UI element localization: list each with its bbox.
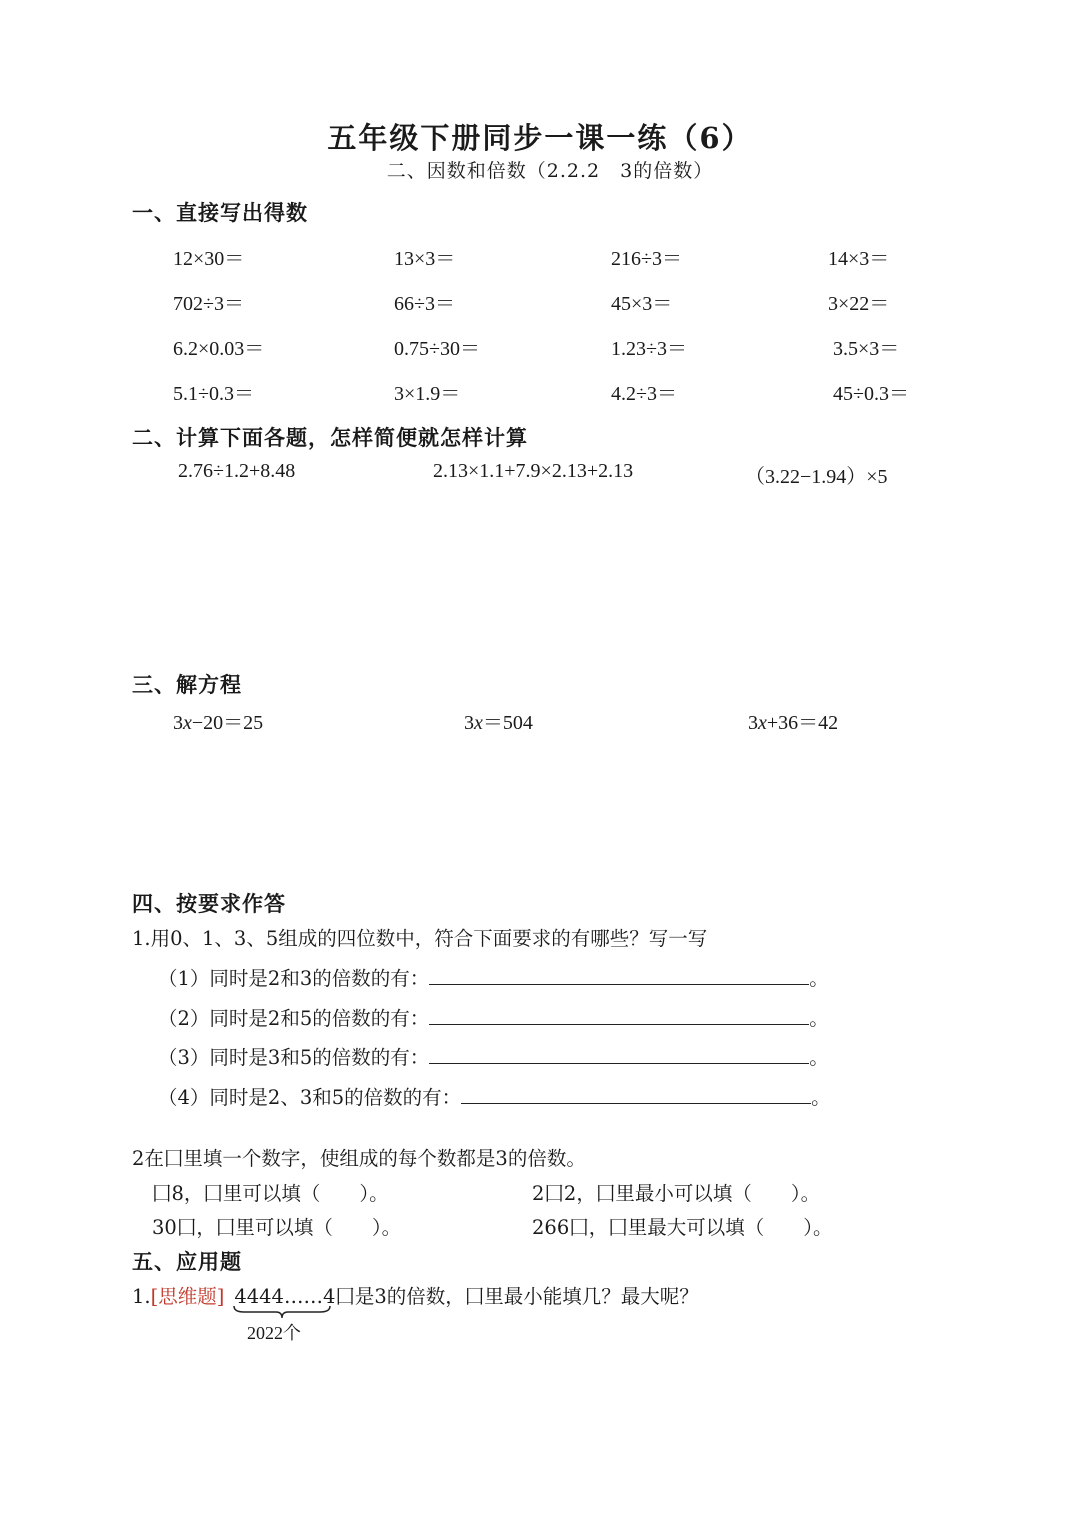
- calc-item: 702÷3＝: [173, 293, 244, 315]
- calc-expression: （3.22−1.94）×5: [745, 466, 888, 488]
- question-1-part: （3）同时是3和5的倍数的有： 。: [158, 1042, 829, 1070]
- calc-item: 0.75÷30＝: [394, 338, 480, 360]
- answer-blank[interactable]: [429, 1004, 809, 1025]
- question-2-part: 囗8，囗里可以填（ ）。: [152, 1182, 389, 1205]
- calc-item: 6.2×0.03＝: [173, 338, 265, 360]
- calc-item: 45÷0.3＝: [833, 383, 909, 405]
- calc-item: 5.1÷0.3＝: [173, 383, 254, 405]
- equation: 3x＝504: [464, 712, 533, 734]
- brace-label: 2022个: [247, 1323, 301, 1343]
- calc-item: 216÷3＝: [611, 248, 682, 270]
- calc-item: 14×3＝: [828, 248, 890, 270]
- calc-item: 66÷3＝: [394, 293, 455, 315]
- question-2: 2在囗里填一个数字，使组成的每个数都是3的倍数。: [132, 1147, 586, 1170]
- calc-item: 1.23÷3＝: [611, 338, 687, 360]
- calc-item: 3.5×3＝: [833, 338, 900, 360]
- repeated-digits: 4444……4: [234, 1285, 336, 1308]
- page-title: 五年级下册同步一课一练（6）: [327, 121, 753, 155]
- section2-heading: 二、计算下面各题，怎样简便就怎样计算: [132, 425, 528, 450]
- question-2-part: 30囗，囗里可以填（ ）。: [152, 1216, 402, 1239]
- answer-blank[interactable]: [429, 1043, 809, 1064]
- equation: 3x+36＝42: [748, 712, 839, 734]
- application-question-1: 1.[思维题] 4444……4囗是3的倍数，囗里最小能填几？最大呢？: [132, 1285, 699, 1308]
- answer-blank[interactable]: [429, 964, 809, 985]
- equation: 3x−20＝25: [173, 712, 264, 734]
- question-2-part: 2囗2，囗里最小可以填（ ）。: [532, 1182, 821, 1205]
- section1-heading: 一、直接写出得数: [132, 200, 308, 225]
- calc-item: 4.2÷3＝: [611, 383, 677, 405]
- question-1-part: （2）同时是2和5的倍数的有： 。: [158, 1003, 829, 1031]
- underbrace-icon: [232, 1304, 332, 1320]
- calc-item: 3×1.9＝: [394, 383, 461, 405]
- section5-heading: 五、应用题: [132, 1249, 242, 1274]
- answer-blank[interactable]: [461, 1083, 811, 1104]
- question-1-part: （4）同时是2、3和5的倍数的有： 。: [158, 1082, 831, 1110]
- section4-heading: 四、按要求作答: [132, 891, 286, 916]
- question-1: 1.用0、1、3、5组成的四位数中，符合下面要求的有哪些？写一写: [132, 927, 708, 950]
- calc-item: 3×22＝: [828, 293, 890, 315]
- calc-item: 45×3＝: [611, 293, 673, 315]
- thinking-tag: [思维题]: [150, 1285, 225, 1308]
- page-subtitle: 二、因数和倍数（2.2.2 3的倍数）: [386, 160, 714, 182]
- question-2-part: 266囗，囗里最大可以填（ ）。: [532, 1216, 833, 1239]
- section3-heading: 三、解方程: [132, 672, 242, 697]
- question-1-part: （1）同时是2和3的倍数的有： 。: [158, 963, 829, 991]
- calc-item: 12×30＝: [173, 248, 245, 270]
- calc-item: 13×3＝: [394, 248, 456, 270]
- calc-expression: 2.13×1.1+7.9×2.13+2.13: [433, 460, 634, 482]
- calc-expression: 2.76÷1.2+8.48: [178, 460, 296, 482]
